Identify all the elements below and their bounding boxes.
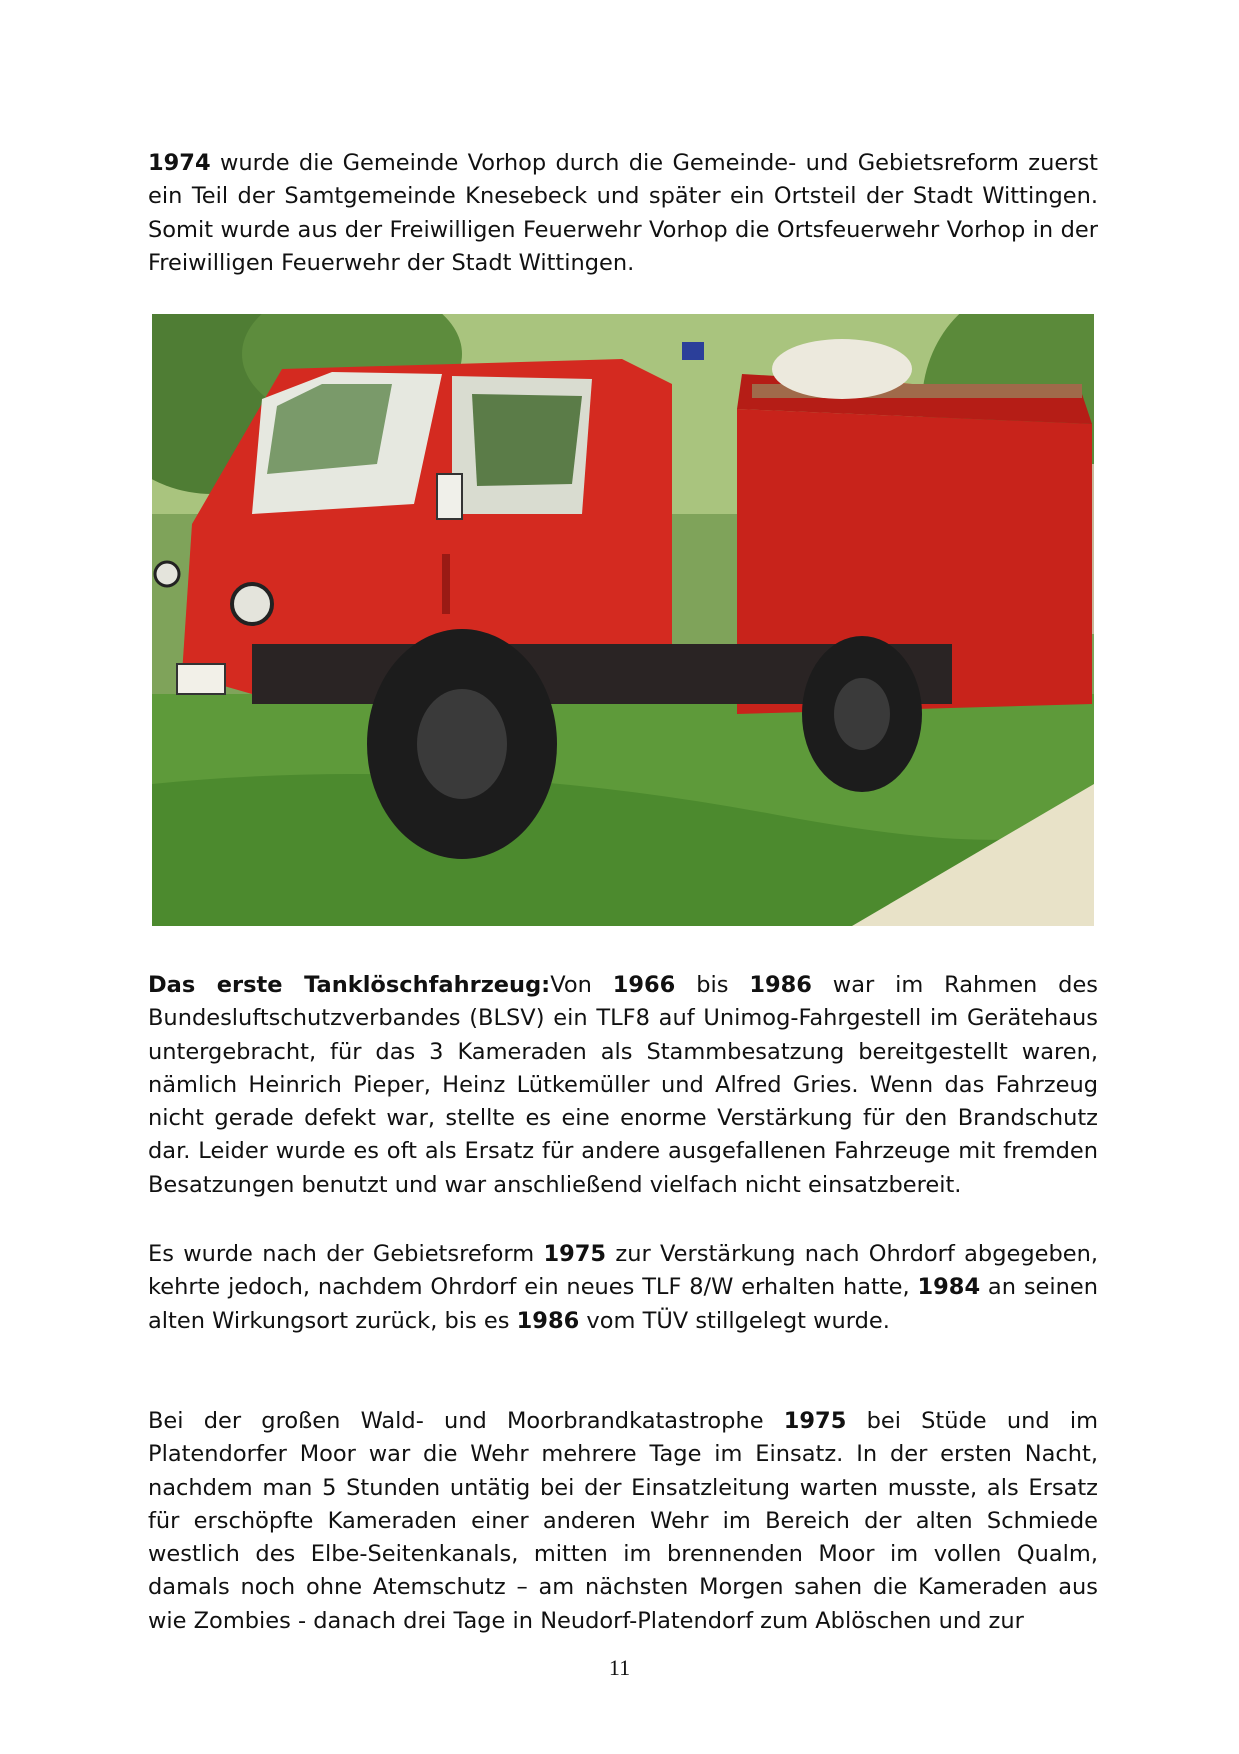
text-segment: Bei der großen Wald- und Moorbrandkatastrophe — [148, 1408, 784, 1434]
text-segment: Von — [550, 972, 613, 998]
year-1975: 1975 — [543, 1241, 607, 1267]
paragraph-moorbrand — [148, 1405, 1098, 1638]
year-1986: 1986 — [749, 972, 812, 998]
year-1974: 1974 — [148, 150, 211, 176]
year-1984: 1984 — [917, 1274, 981, 1301]
year-1975: 1975 — [783, 1408, 847, 1434]
paragraph-first-tanker — [148, 969, 1098, 1202]
year-1966: 1966 — [612, 972, 676, 998]
text-segment: war im Rahmen des Bundesluftschutzverbandes (BLSV) ein TLF8 auf Unimog-Fahrgestell im Gerätehaus untergebracht, für das 3 Kameraden als Stammbesatzung bereitgestellt waren, nämlich Heinrich Pieper, Heinz Lütkemüller und Alfred Gries. Wenn das Fahrzeug nicht gerade defekt war, stellte es eine enorme Verstärkung für den Brandschutz dar. Leider wurde es oft als Ersatz für andere ausgefallenen Fahrzeuge mit fremden Besatzungen benutzt und war anschließend vielfach nicht einsatzbereit. — [148, 972, 1099, 1198]
paragraph-1974-reform — [148, 147, 1098, 280]
text-segment: bei Stüde und im Platendorfer Moor war die Wehr mehrere Tage im Einsatz. In der ersten Nacht, nachdem man 5 Stunden untätig bei der Einsatzleitung warten musste, als Ersatz für erschöpfte Kameraden einer anderen Wehr im Bereich der alten Schmiede westlich des Elbe-Seitenkanals, mitten im brennenden Moor im vollen Qualm, damals noch ohne Atemschutz – am nächsten Morgen sahen die Kameraden aus wie Zombies - danach drei Tage in Neudorf-Platendorf zum Ablöschen und zur — [148, 1408, 1098, 1634]
page-number: 11 — [608, 1655, 631, 1680]
text-segment: Es wurde nach der Gebietsreform — [148, 1241, 544, 1267]
text-segment: zur Verstärkung nach Ohrdorf abgegeben, kehrte jedoch, nachdem Ohrdorf ein neues TLF 8/W erhalten hatte, — [148, 1241, 1098, 1301]
year-1986: 1986 — [516, 1307, 580, 1334]
section-heading: Das erste Tanklöschfahrzeug: — [148, 972, 551, 998]
paragraph-ohrdorf — [148, 1238, 1098, 1338]
fire-truck-photo — [152, 314, 1094, 926]
text-segment: bis — [675, 972, 750, 998]
text-segment: an seinen alten Wirkungsort zurück, bis es — [148, 1274, 1098, 1334]
fire-truck-illustration — [152, 314, 1094, 926]
text-segment: vom TÜV stillgelegt wurde. — [579, 1307, 890, 1334]
paragraph-1974-text: wurde die Gemeinde Vorhop durch die Gemeinde- und Gebietsreform zuerst ein Teil der Samtgemeinde Knesebeck und später ein Ortsteil der Stadt Wittingen. Somit wurde aus der Freiwilligen Feuerwehr Vorhop die Ortsfeuerwehr Vorhop in der Freiwilligen Feuerwehr der Stadt Wittingen. — [148, 150, 1098, 276]
